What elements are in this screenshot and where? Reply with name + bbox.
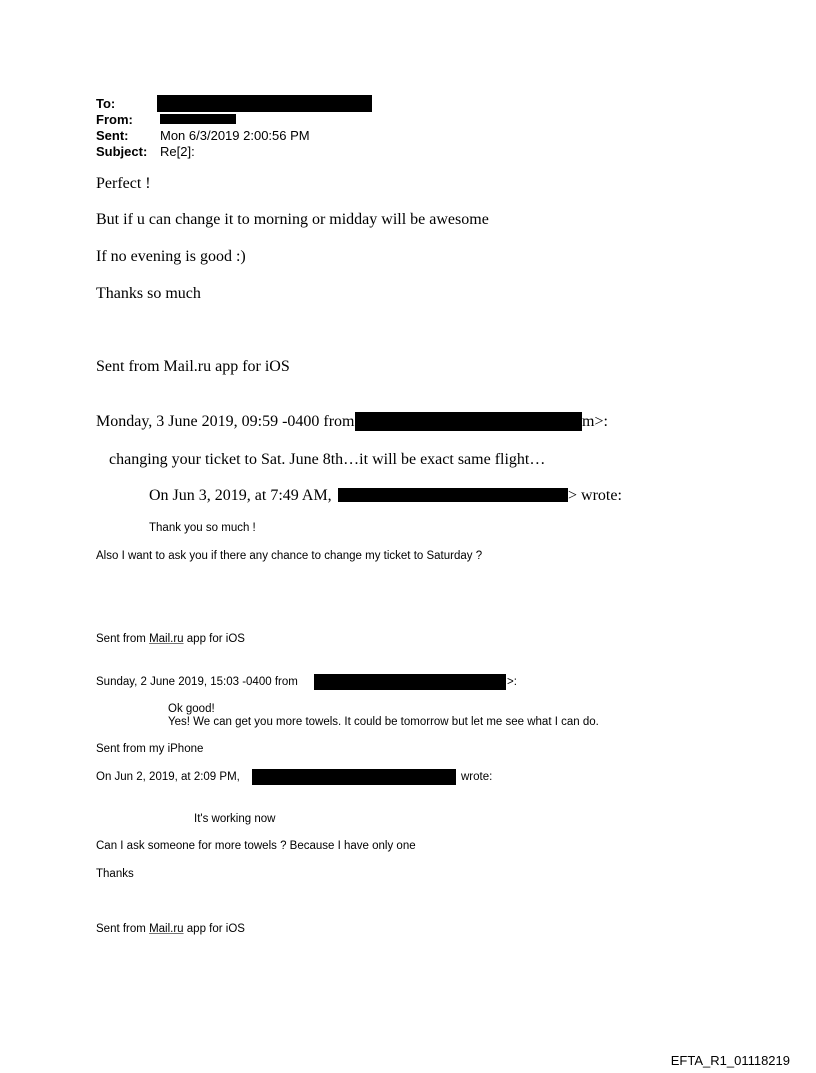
quote4-towels-request: Can I ask someone for more towels ? Because I have only one	[96, 840, 416, 852]
mailru-link[interactable]: Mail.ru	[149, 633, 184, 645]
quote2-attribution: On Jun 3, 2019, at 7:49 AM,	[149, 487, 332, 504]
subject-label: Subject:	[96, 144, 148, 159]
to-label: To:	[96, 96, 116, 111]
quote4-thanks: Thanks	[96, 868, 134, 880]
redacted-quote2-sender	[338, 488, 568, 502]
from-label: From:	[96, 112, 133, 127]
quote4-attribution-end: wrote:	[461, 771, 493, 783]
quote4-working: It's working now	[194, 813, 276, 825]
document-id: EFTA_R1_01118219	[670, 1053, 790, 1068]
quote1-attribution-end: m>:	[582, 413, 608, 430]
quote2-thanks: Thank you so much !	[149, 522, 256, 534]
sent-value: Mon 6/3/2019 2:00:56 PM	[160, 128, 310, 143]
redacted-quote4-sender	[252, 769, 456, 785]
quote2-signature: Sent from Mail.ru app for iOS	[96, 633, 245, 645]
quote3-yes-towels: Yes! We can get you more towels. It could be tomorrow but let me see what I can do.	[168, 716, 599, 728]
reply-signature: Sent from Mail.ru app for iOS	[96, 358, 290, 375]
reply-line-perfect: Perfect !	[96, 175, 151, 192]
redacted-to-address	[157, 95, 372, 112]
quote2-question: Also I want to ask you if there any chance to change my ticket to Saturday ?	[96, 550, 483, 562]
quote3-iphone-signature: Sent from my iPhone	[96, 743, 204, 755]
reply-line-thanks: Thanks so much	[96, 285, 201, 302]
subject-value: Re[2]:	[160, 144, 195, 159]
redacted-quote1-sender	[355, 412, 582, 431]
sent-label: Sent:	[96, 128, 129, 143]
quote4-attribution: On Jun 2, 2019, at 2:09 PM,	[96, 771, 240, 783]
reply-line-change-request: But if u can change it to morning or midday will be awesome	[96, 211, 489, 228]
mailru-link[interactable]: Mail.ru	[149, 923, 184, 935]
reply-line-evening: If no evening is good :)	[96, 248, 246, 265]
quote1-body: changing your ticket to Sat. June 8th…it will be exact same flight…	[109, 451, 546, 468]
redacted-quote3-sender	[314, 674, 506, 690]
quote3-attribution: Sunday, 2 June 2019, 15:03 -0400 from	[96, 676, 298, 688]
redacted-from-address	[160, 114, 236, 124]
quote3-ok-good: Ok good!	[168, 703, 215, 715]
quote3-attribution-end: >:	[507, 676, 517, 688]
quote2-attribution-end: > wrote:	[568, 487, 622, 504]
quote1-attribution: Monday, 3 June 2019, 09:59 -0400 from	[96, 413, 355, 430]
quote4-signature: Sent from Mail.ru app for iOS	[96, 923, 245, 935]
